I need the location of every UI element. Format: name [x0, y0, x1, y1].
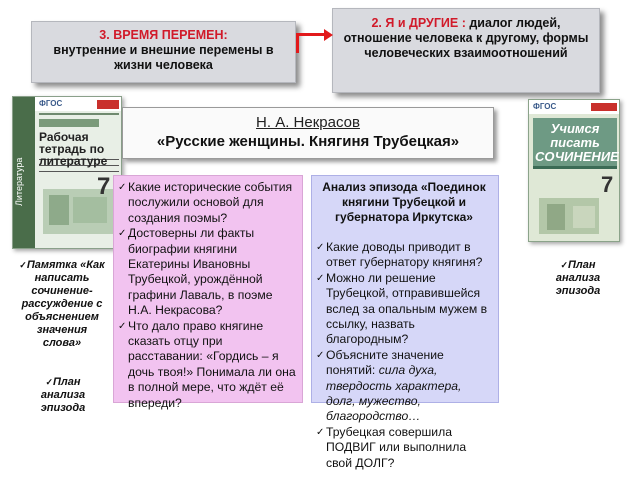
theme-changes-text: внутренние и внешние перемены в жизни человека	[53, 43, 274, 72]
tick-bullet-icon: ✓	[316, 349, 325, 361]
theme-changes-heading: 3. ВРЕМЯ ПЕРЕМЕН:	[99, 28, 228, 42]
theme-others-heading: 2. Я и ДРУГИЕ :	[371, 16, 466, 30]
work-title: «Русские женщины. Княгиня Трубецкая»	[156, 133, 460, 150]
question-item: ✓ Можно ли решение Трубецкой, отправившейся вслед за опальным мужем в ссылку, назвать благородным?	[316, 270, 488, 347]
tick-bullet-icon: ✓	[45, 377, 53, 387]
essay-memo-link[interactable]: ✓Памятка «Как написать сочинение-рассуждение с объяснением значения слова»	[19, 259, 105, 349]
author-name: Н. А. Некрасов	[256, 114, 360, 131]
workbook-series-badge: ФГОС	[39, 99, 63, 108]
tick-bullet-icon: ✓	[316, 426, 325, 438]
episode-plan-link-right[interactable]: ✓План анализа эпизода	[555, 259, 601, 297]
tick-bullet-icon: ✓	[316, 242, 325, 253]
theme-box-others	[332, 8, 600, 93]
episode-plan-link-left[interactable]: ✓План анализа эпизода	[40, 376, 86, 414]
tick-bullet-icon: ✓	[118, 182, 127, 193]
tick-bullet-icon: ✓	[19, 260, 27, 270]
composition-book-series-badge: ФГОС	[533, 102, 557, 111]
question-item: ✓ Какие исторические события послужили основой для создания поэмы?	[118, 180, 293, 225]
composition-book-title: Учимся писать СОЧИНЕНИЕ	[535, 121, 619, 164]
question-item: ✓ Трубецкая совершила ПОДВИГ или выполнила свой ДОЛГ?	[316, 424, 467, 470]
tick-bullet-icon: ✓	[316, 272, 325, 284]
episode-analysis-heading: Анализ эпизода «Поединок княгини Трубецкой и губернатора Иркутска»	[322, 180, 486, 224]
workbook-cover-image	[12, 96, 122, 249]
composition-book-cover-image	[528, 99, 620, 242]
theme-box-changes	[31, 21, 296, 83]
tick-bullet-icon: ✓	[118, 228, 127, 240]
episode-analysis-box	[311, 175, 499, 470]
question-item: ✓ Достоверны ли факты биографии княгини Екатерины Ивановны Трубецкой, урождённой графини Лаваль, в поэме Н.А. Некрасова?	[118, 226, 273, 318]
connector-arrow-stem	[296, 33, 299, 53]
composition-book-grade: 7	[601, 172, 614, 197]
lesson-title-box	[122, 107, 494, 159]
workbook-grade: 7	[97, 173, 111, 200]
tick-bullet-icon: ✓	[560, 260, 568, 270]
question-item: ✓ Что дало право княгине сказать отцу при расставании: «Гордись – я дочь твоя!» Понимала ли она в полной мере, что ждёт её впереди?	[118, 318, 296, 410]
connector-arrow-head	[324, 29, 333, 41]
question-item: ✓ Какие доводы приводит в ответ губернатору княгиня?	[316, 240, 483, 270]
history-questions-box	[113, 175, 303, 410]
concepts-list: сила духа, твердость характера, долг, мужество, благородство…	[326, 363, 462, 424]
workbook-title: Рабочая тетрадь по литературе	[39, 130, 108, 168]
question-item: ✓ Объясните значение понятий: сила духа, твердость характера, долг, мужество, благородство…	[316, 347, 462, 424]
workbook-spine-text: Литература	[14, 157, 24, 207]
tick-bullet-icon: ✓	[118, 320, 127, 332]
theme-others-text: диалог людей, отношение человека к другому, формы человеческих взаимоотношений	[343, 16, 589, 60]
